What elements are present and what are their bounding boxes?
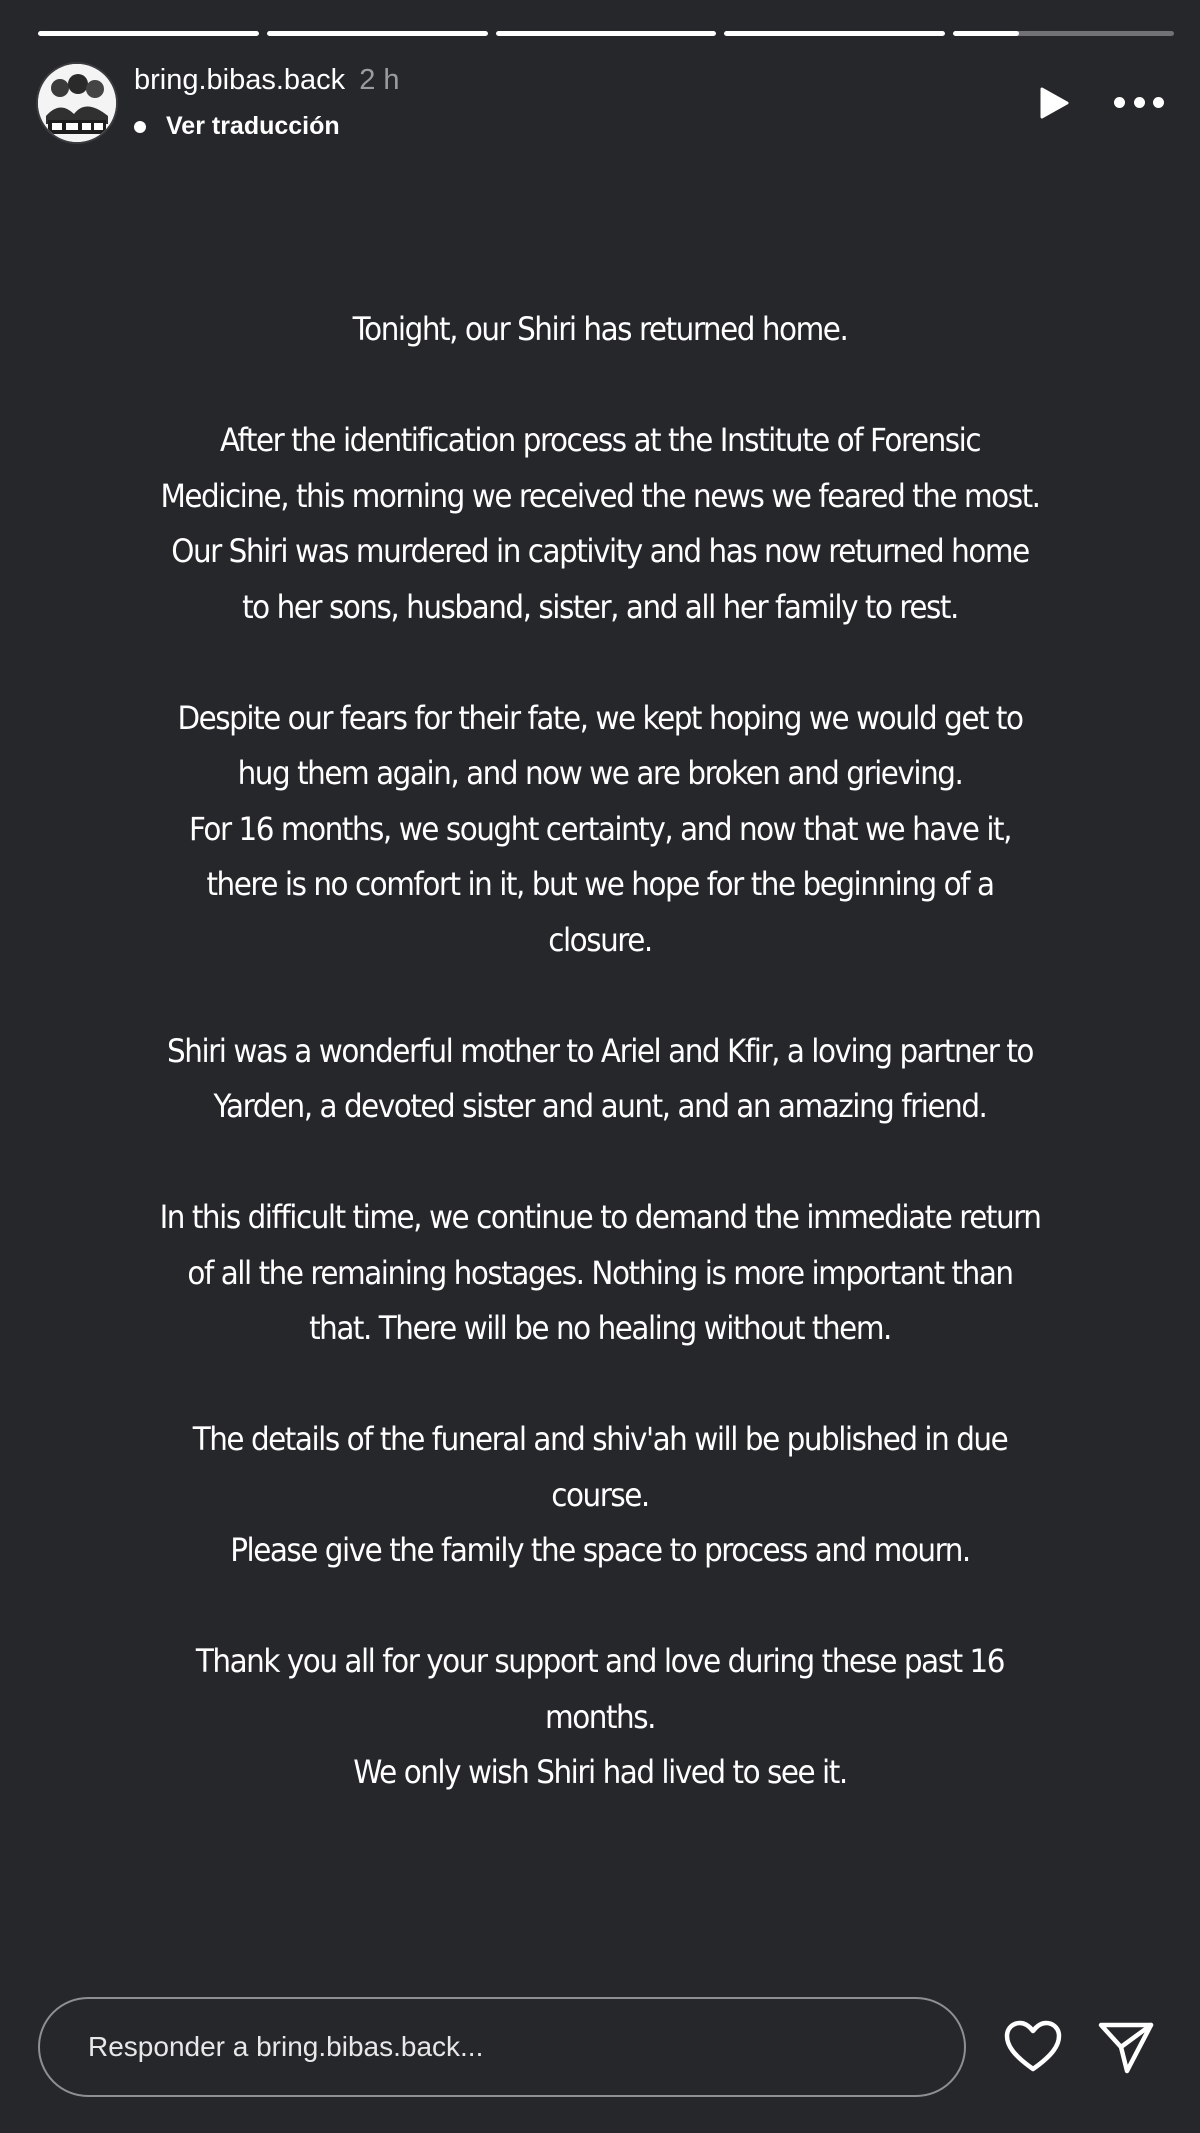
story-line: Shiri was a wonderful mother to Ariel and Kfir, a loving partner to [167, 1031, 1033, 1070]
bullet-icon [134, 121, 146, 133]
progress-fill [953, 31, 1019, 36]
progress-segment [496, 31, 717, 36]
heart-icon [1003, 2019, 1063, 2075]
story-line: After the identification process at the Institute of Forensic [219, 421, 981, 459]
play-icon [1036, 86, 1070, 120]
progress-fill [267, 31, 488, 36]
story-line: hug them again, and now we are broken and grieving. [237, 754, 963, 792]
story-line: there is no comfort in it, but we hope for the beginning of a [206, 865, 994, 903]
username-row [134, 64, 400, 97]
story-paragraph [85, 691, 1115, 969]
story-line: that. There will be no healing without them. [309, 1309, 891, 1347]
story-line: We only wish Shiri had lived to see it. [353, 1753, 847, 1791]
story-line: to her sons, husband, sister, and all her family to rest. [242, 587, 958, 626]
post-time: 2 h [359, 64, 400, 96]
play-button[interactable] [1036, 86, 1070, 120]
story-line: Tonight, our Shiri has returned home. [352, 310, 848, 348]
story-paragraph [85, 302, 1115, 358]
more-options-icon [1153, 97, 1164, 108]
profile-photo-icon[interactable] [36, 62, 118, 144]
story-progress-bar [38, 31, 1174, 36]
story-paragraph [85, 413, 1115, 635]
story-line: Despite our fears for their fate, we kept hoping we would get to [177, 698, 1023, 737]
progress-segment [953, 31, 1174, 36]
translate-label: Ver traducción [166, 112, 340, 140]
progress-fill [724, 31, 945, 36]
more-options-button[interactable] [1114, 90, 1164, 114]
reply-placeholder: Responder a bring.bibas.back... [88, 2031, 484, 2062]
story-header [36, 60, 1164, 144]
reply-input[interactable] [38, 1997, 966, 2097]
more-options-icon [1114, 97, 1125, 108]
story-paragraph [85, 1412, 1115, 1579]
progress-fill [38, 31, 259, 36]
progress-segment [724, 31, 945, 36]
story-line: The details of the funeral and shiv'ah will be published in due [192, 1420, 1008, 1458]
story-paragraph [85, 1190, 1115, 1357]
send-button[interactable] [1097, 2019, 1155, 2075]
story-line: Our Shiri was murdered in captivity and has now returned home [171, 532, 1029, 570]
story-line: In this difficult time, we continue to demand the immediate return [159, 1198, 1041, 1236]
story-line: Yarden, a devoted sister and aunt, and an amazing friend. [213, 1087, 987, 1125]
progress-segment [38, 31, 259, 36]
story-line: Please give the family the space to process and mourn. [230, 1531, 970, 1569]
send-icon [1097, 2019, 1155, 2075]
translate-link[interactable] [134, 112, 340, 141]
progress-segment [267, 31, 488, 36]
story-paragraph [85, 1024, 1115, 1135]
username-link[interactable]: bring.bibas.back [134, 64, 346, 96]
more-options-icon [1134, 97, 1145, 108]
story-line: course. [551, 1475, 649, 1514]
story-text [85, 302, 1115, 1801]
like-button[interactable] [1003, 2019, 1063, 2075]
story-paragraph [85, 1634, 1115, 1801]
story-line: closure. [548, 920, 652, 959]
story-line: months. [545, 1697, 655, 1736]
story-line: of all the remaining hostages. Nothing is more important than [187, 1253, 1013, 1292]
progress-fill [496, 31, 717, 36]
story-line: Medicine, this morning we received the news we feared the most. [160, 476, 1040, 515]
story-line: Thank you all for your support and love during these past 16 [195, 1642, 1005, 1680]
story-line: For 16 months, we sought certainty, and now that we have it, [188, 809, 1011, 848]
